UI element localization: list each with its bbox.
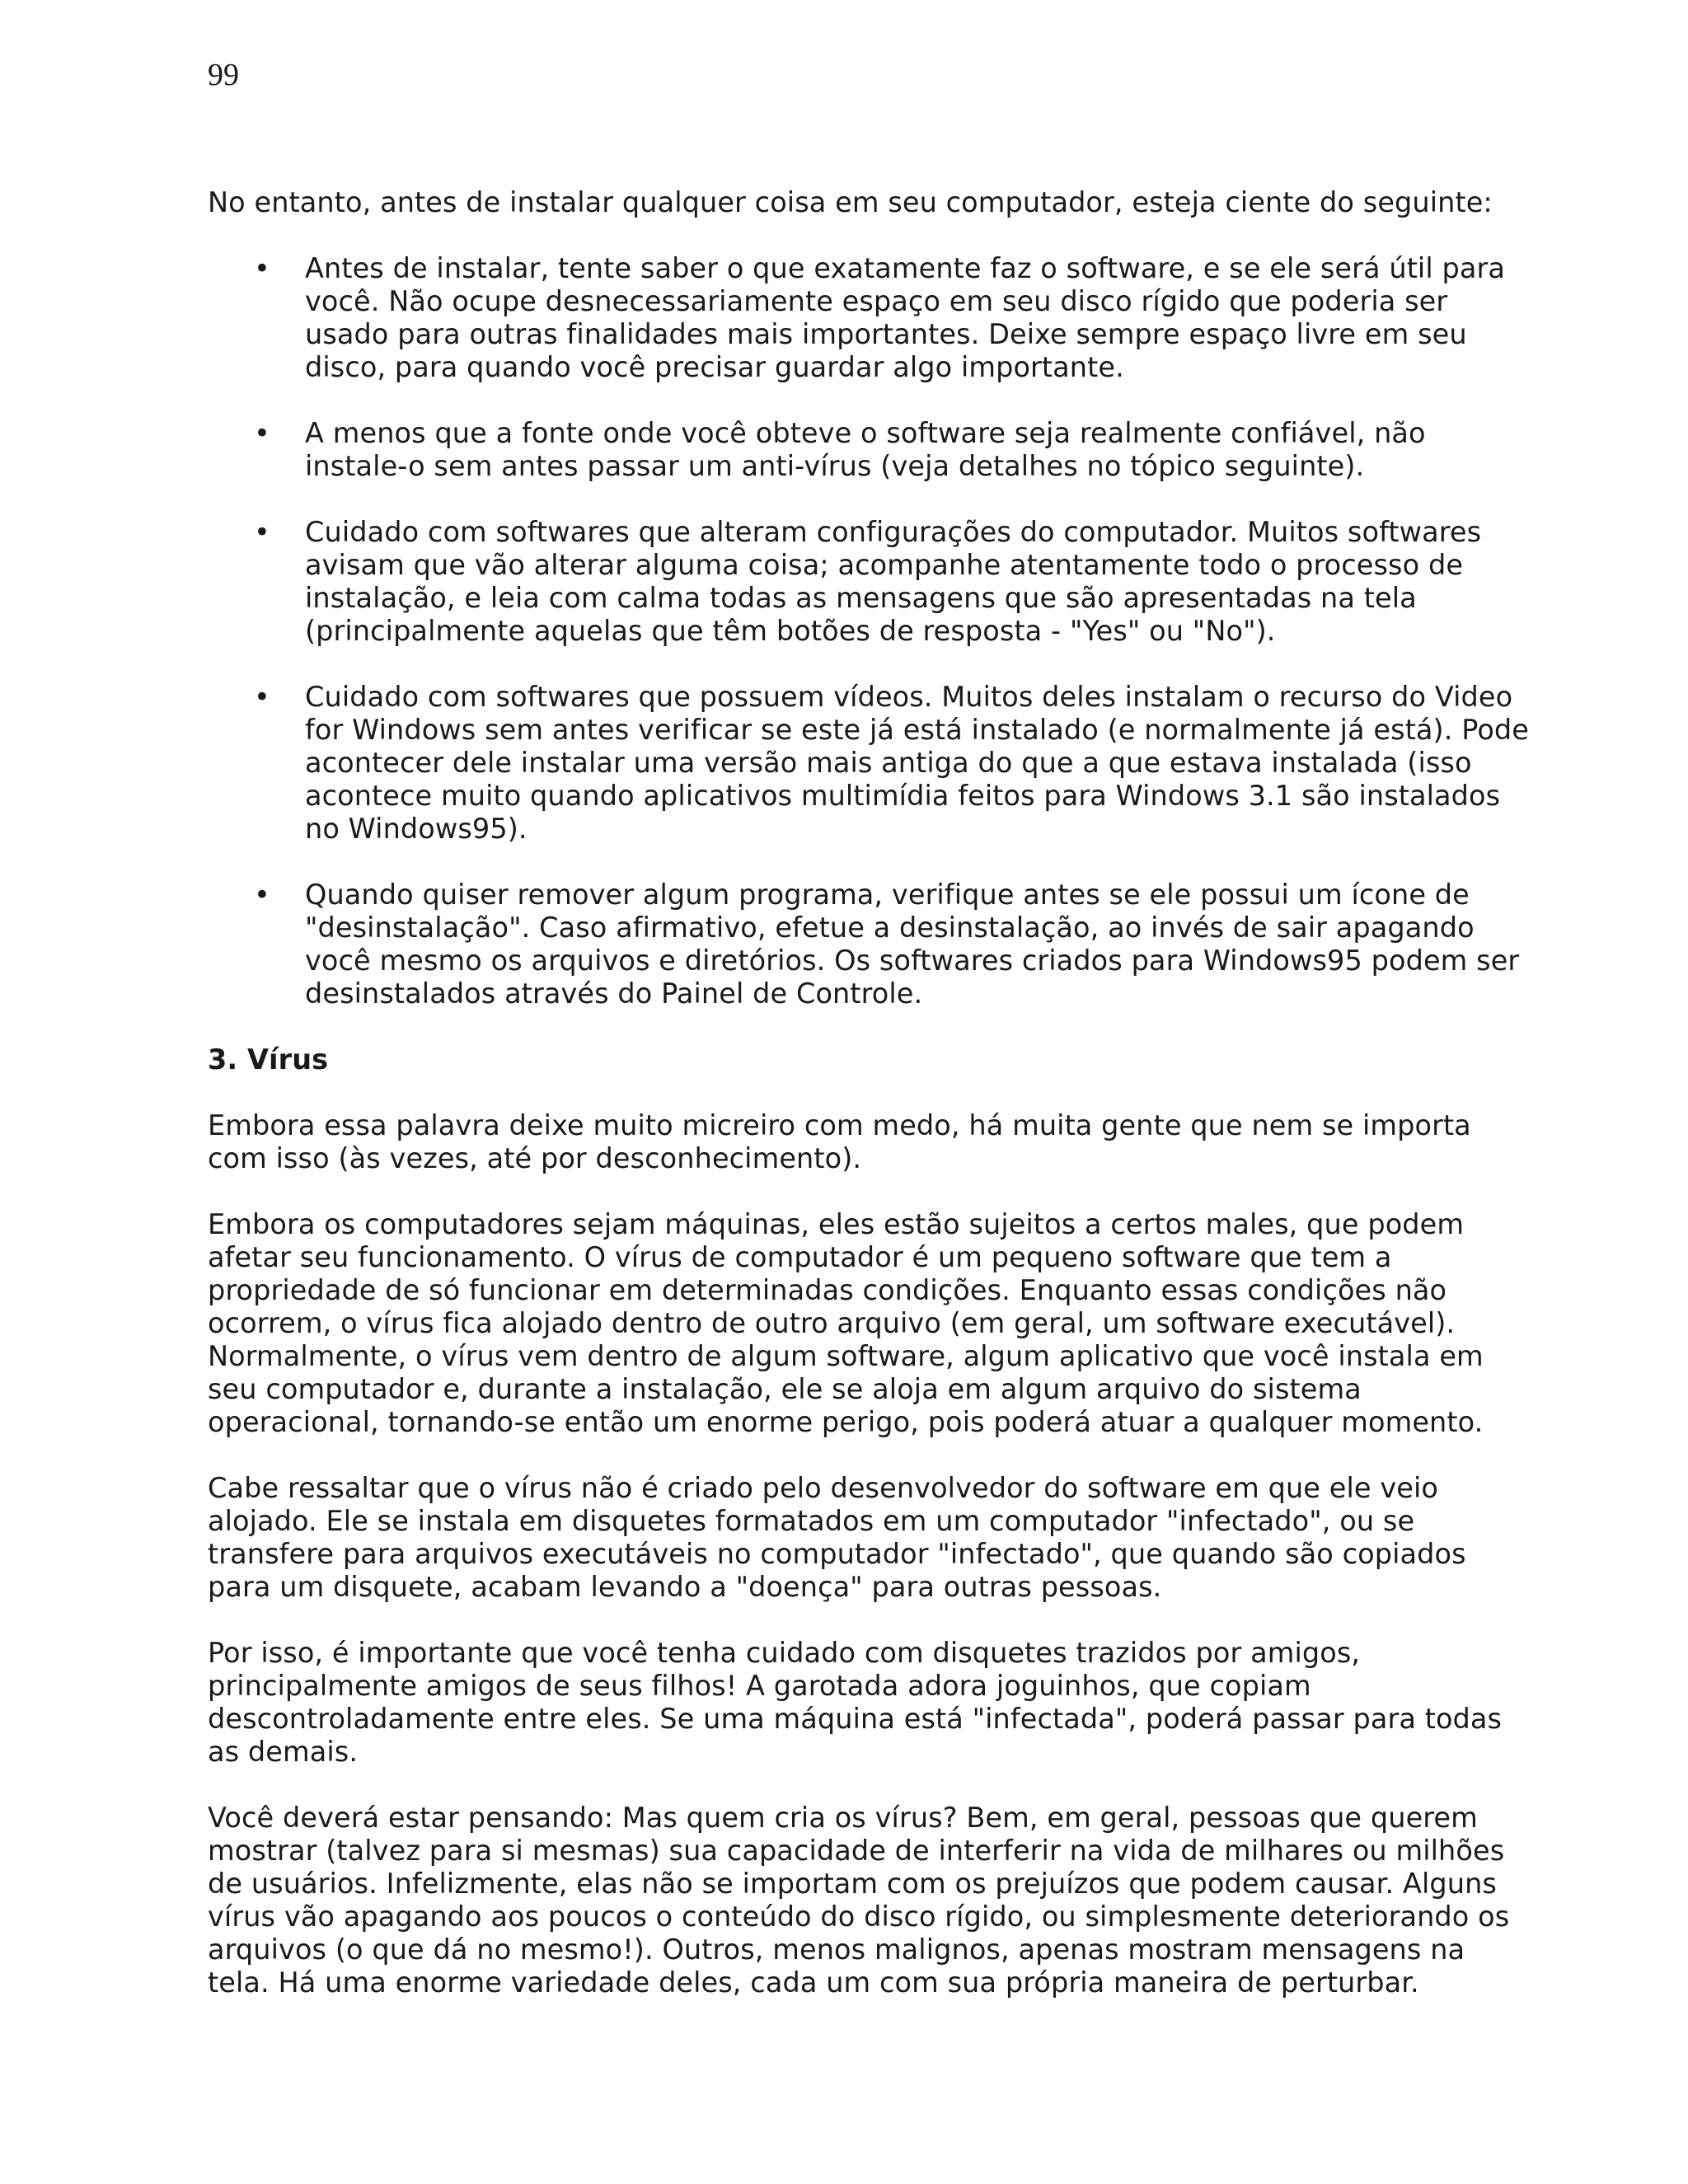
section-paragraph: Você deverá estar pensando: Mas quem cria os vírus? Bem, em geral, pessoas que querem mostrar (talvez para si mesmas) sua capacidade de interferir na vida de milhares ou milhões de usuários. Infelizmente, elas não se importam com os prejuízos que podem causar. Alguns vírus vão apagando aos poucos o conteúdo do disco rígido, ou simplesmente deteriorando os arquivos (o que dá no mesmo!). Outros, menos malignos, apenas mostram mensagens na tela. Há uma enorme variedade deles, cada um com sua própria maneira de perturbar.: [208, 1802, 1510, 1999]
section-paragraph: Embora os computadores sejam máquinas, eles estão sujeitos a certos males, que podem afetar seu funcionamento. O vírus de computador é um pequeno software que tem a propriedade de só funcionar em determinadas condições. Enquanto essas condições não ocorrem, o vírus fica alojado dentro de outro arquivo (em geral, um software executável). Normalmente, o vírus vem dentro de algum software, algum aplicativo que você instala em seu computador e, durante a instalação, ele se aloja em algum arquivo do sistema operacional, tornando-se então um enorme perigo, pois poderá atuar a qualquer momento.: [208, 1208, 1484, 1438]
list-item-text: Antes de instalar, tente saber o que exatamente faz o software, e se ele será útil para você. Não ocupe desnecessariamente espaço em seu disco rígido que poderia ser usado para outras finalidades mais importantes. Deixe sempre espaço livre em seu disco, para quando você precisar guardar algo importante.: [305, 252, 1505, 383]
section-paragraph: Por isso, é importante que você tenha cuidado com disquetes trazidos por amigos, principalmente amigos de seus filhos! A garotada adora joguinhos, que copiam descontroladamente entre eles. Se uma máquina está "infectada", poderá passar para todas as demais.: [208, 1637, 1503, 1768]
advice-list: [208, 252, 1535, 1010]
list-item: [208, 252, 1535, 384]
list-item: [208, 516, 1535, 648]
intro-paragraph: No entanto, antes de instalar qualquer coisa em seu computador, esteja ciente do seguinte:: [208, 186, 1493, 218]
bullet-icon: •: [254, 681, 270, 713]
list-item-text: Cuidado com softwares que alteram configurações do computador. Muitos softwares avisam que vão alterar alguma coisa; acompanhe atentamente todo o processo de instalação, e leia com calma todas as mensagens que são apresentadas na tela (principalmente aquelas que têm botões de resposta - "Yes" ou "No").: [305, 516, 1482, 647]
bullet-icon: •: [254, 516, 270, 548]
section-heading: 3. Vírus: [208, 1043, 329, 1076]
list-item: [208, 681, 1535, 846]
section-paragraph: Embora essa palavra deixe muito micreiro com medo, há muita gente que nem se importa com isso (às vezes, até por desconhecimento).: [208, 1109, 1471, 1174]
bullet-icon: •: [254, 417, 270, 449]
bullet-icon: •: [254, 879, 270, 911]
list-item-text: Cuidado com softwares que possuem vídeos. Muitos deles instalam o recurso do Video for Windows sem antes verificar se este já está instalado (e normalmente já está). Pode acontecer dele instalar uma versão mais antiga do que a que estava instalada (isso acontece muito quando aplicativos multimídia feitos para Windows 3.1 são instalados no Windows95).: [305, 681, 1530, 845]
page-body: [208, 186, 1535, 2032]
page-number: 99: [208, 58, 239, 92]
list-item-text: Quando quiser remover algum programa, verifique antes se ele possui um ícone de "desinstalação". Caso afirmativo, efetue a desinstalação, ao invés de sair apagando você mesmo os arquivos e diretórios. Os softwares criados para Windows95 podem ser desinstalados através do Painel de Controle.: [305, 879, 1520, 1010]
list-item: [208, 879, 1535, 1010]
section-paragraph: Cabe ressaltar que o vírus não é criado pelo desenvolvedor do software em que ele veio alojado. Ele se instala em disquetes formatados em um computador "infectado", ou se transfere para arquivos executáveis no computador "infectado", que quando são copiados para um disquete, acabam levando a "doença" para outras pessoas.: [208, 1472, 1466, 1603]
bullet-icon: •: [254, 252, 270, 284]
list-item: [208, 417, 1535, 483]
list-item-text: A menos que a fonte onde você obteve o software seja realmente confiável, não instale-o sem antes passar um anti-vírus (veja detalhes no tópico seguinte).: [305, 417, 1426, 482]
